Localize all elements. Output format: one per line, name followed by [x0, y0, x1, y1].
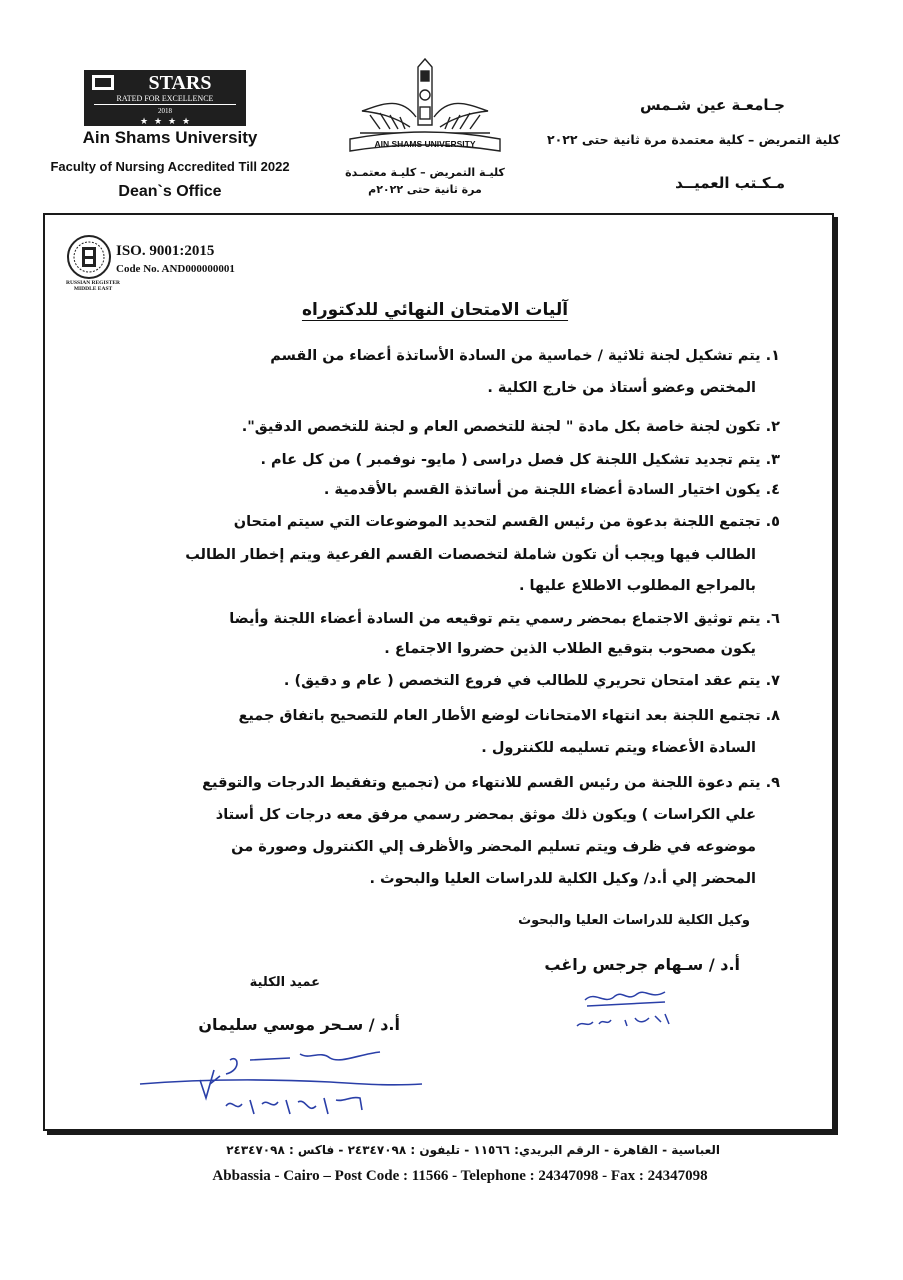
body-line: ٨. تجتمع اللجنة بعد انتهاء الامتحانات لوضع الأطار العام للتصحيح باتفاق جميع — [238, 708, 780, 724]
faculty-name-ar: كلية التمريض – كلية معتمدة مرة ثانية حتى ٢٠٢٢ — [547, 132, 840, 147]
svg-text:★: ★ — [154, 117, 163, 126]
stars-logo-tagline: RATED FOR EXCELLENCE — [116, 94, 214, 103]
crest-banner: AIN SHAMS UNIVERSITY — [374, 139, 476, 149]
svg-text:★: ★ — [140, 117, 149, 126]
dean-title: عميد الكلية — [249, 975, 320, 990]
body-line: ٥. تجتمع اللجنة بدعوة من رئيس القسم لتحديد الموضوعات التي سيتم امتحان — [233, 514, 780, 530]
crest-caption-line2: مرة ثانية حتى ٢٠٢٢م — [368, 183, 482, 196]
body-line: ١. يتم تشكيل لجنة ثلاثية / خماسية من السادة الأساتذة أعضاء من القسم — [270, 348, 780, 364]
document-code: Code No. AND000000001 — [116, 263, 235, 275]
university-name-en: Ain Shams University — [82, 128, 258, 147]
body-line: يكون مصحوب بتوقيع الطلاب الذين حضروا الاجتماع . — [384, 641, 756, 657]
iso-caption-line2: MIDDLE EAST — [73, 286, 113, 292]
vice-dean-signature — [565, 980, 685, 1035]
body-line: بالمراجع المطلوب الاطلاع عليها . — [518, 578, 756, 594]
dean-signature — [130, 1040, 430, 1130]
office-name-ar: مـكـتب العميــد — [675, 174, 785, 192]
crest-caption-line1: كليـة التمريض – كليـة معتمـدة — [345, 166, 505, 179]
svg-text:★: ★ — [168, 117, 177, 126]
vice-dean-name: أ.د / سـهام جرجس راغب — [544, 955, 740, 974]
iso-title: ISO. 9001:2015 — [116, 243, 215, 259]
office-name-en: Dean`s Office — [118, 183, 222, 200]
iso-caption-line1: RUSSIAN REGISTER — [66, 280, 120, 286]
body-line: ٦. يتم توثيق الاجتماع بمحضر رسمي يتم توقيعه من السادة أعضاء اللجنة وأيضا — [229, 611, 780, 627]
stars-logo — [84, 70, 246, 126]
body-line: موضوعه في ظرف ويتم تسليم المحضر والأظرف إلي الكنترول وصورة من — [231, 839, 756, 855]
footer-address-en: Abbassia - Cairo – Post Code : 11566 - Telephone : 24347098 - Fax : 24347098 — [212, 1168, 708, 1184]
university-name-ar: جـامعـة عين شـمس — [640, 96, 785, 114]
stars-logo-wordmark: STARS — [148, 72, 212, 94]
body-line: ٣. يتم تجديد تشكيل اللجنة كل فصل دراسى ( مايو- نوفمبر ) من كل عام . — [260, 452, 780, 468]
body-line: الطالب فيها ويجب أن تكون شاملة لتخصصات القسم الفرعية ويتم إخطار الطالب — [185, 547, 756, 563]
body-line: ٤. يكون اختيار السادة أعضاء اللجنة من أساتذة القسم بالأقدمية . — [323, 482, 780, 498]
body-line: ٧. يتم عقد امتحان تحريري للطالب في فروع التخصص ( عام و دقيق) . — [283, 673, 780, 689]
iso-caption — [58, 280, 128, 292]
svg-text:★: ★ — [182, 117, 191, 126]
dean-name: أ.د / سـحر موسي سليمان — [198, 1015, 400, 1034]
body-line: ٢. تكون لجنة خاصة بكل مادة " لجنة للتخصص العام و لجنة للتخصص الدقيق". — [241, 419, 780, 435]
body-line: علي الكراسات ) ويكون ذلك موثق بمحضر رسمي مرفق معه درجات كل أستاذ — [215, 807, 756, 823]
body-line: ٩. يتم دعوة اللجنة من رئيس القسم للانتهاء من (تجميع وتفقيط الدرجات والتوقيع — [202, 775, 780, 791]
body-line: المختص وعضو أستاذ من خارج الكلية . — [487, 380, 756, 396]
body-line: السادة الأعضاء ويتم تسليمه للكنترول . — [481, 740, 756, 756]
vice-dean-title: وكيل الكلية للدراسات العليا والبحوث — [518, 913, 750, 928]
body-line: المحضر إلي أ.د/ وكيل الكلية للدراسات العليا والبحوث . — [369, 871, 756, 887]
footer-address-ar: العباسية - القاهرة - الرقم البريدي: ١١٥٦٦ - تليفون : ٢٤٣٤٧٠٩٨ - فاكس : ٢٤٣٤٧٠٩٨ — [226, 1143, 720, 1157]
stars-logo-year: 2018 — [158, 107, 172, 115]
iso-certification-icon — [66, 234, 112, 280]
faculty-name-en: Faculty of Nursing Accredited Till 2022 — [50, 159, 290, 174]
document-title: آليات الامتحان النهائي للدكتوراه — [301, 300, 569, 320]
university-crest-icon — [340, 55, 510, 165]
